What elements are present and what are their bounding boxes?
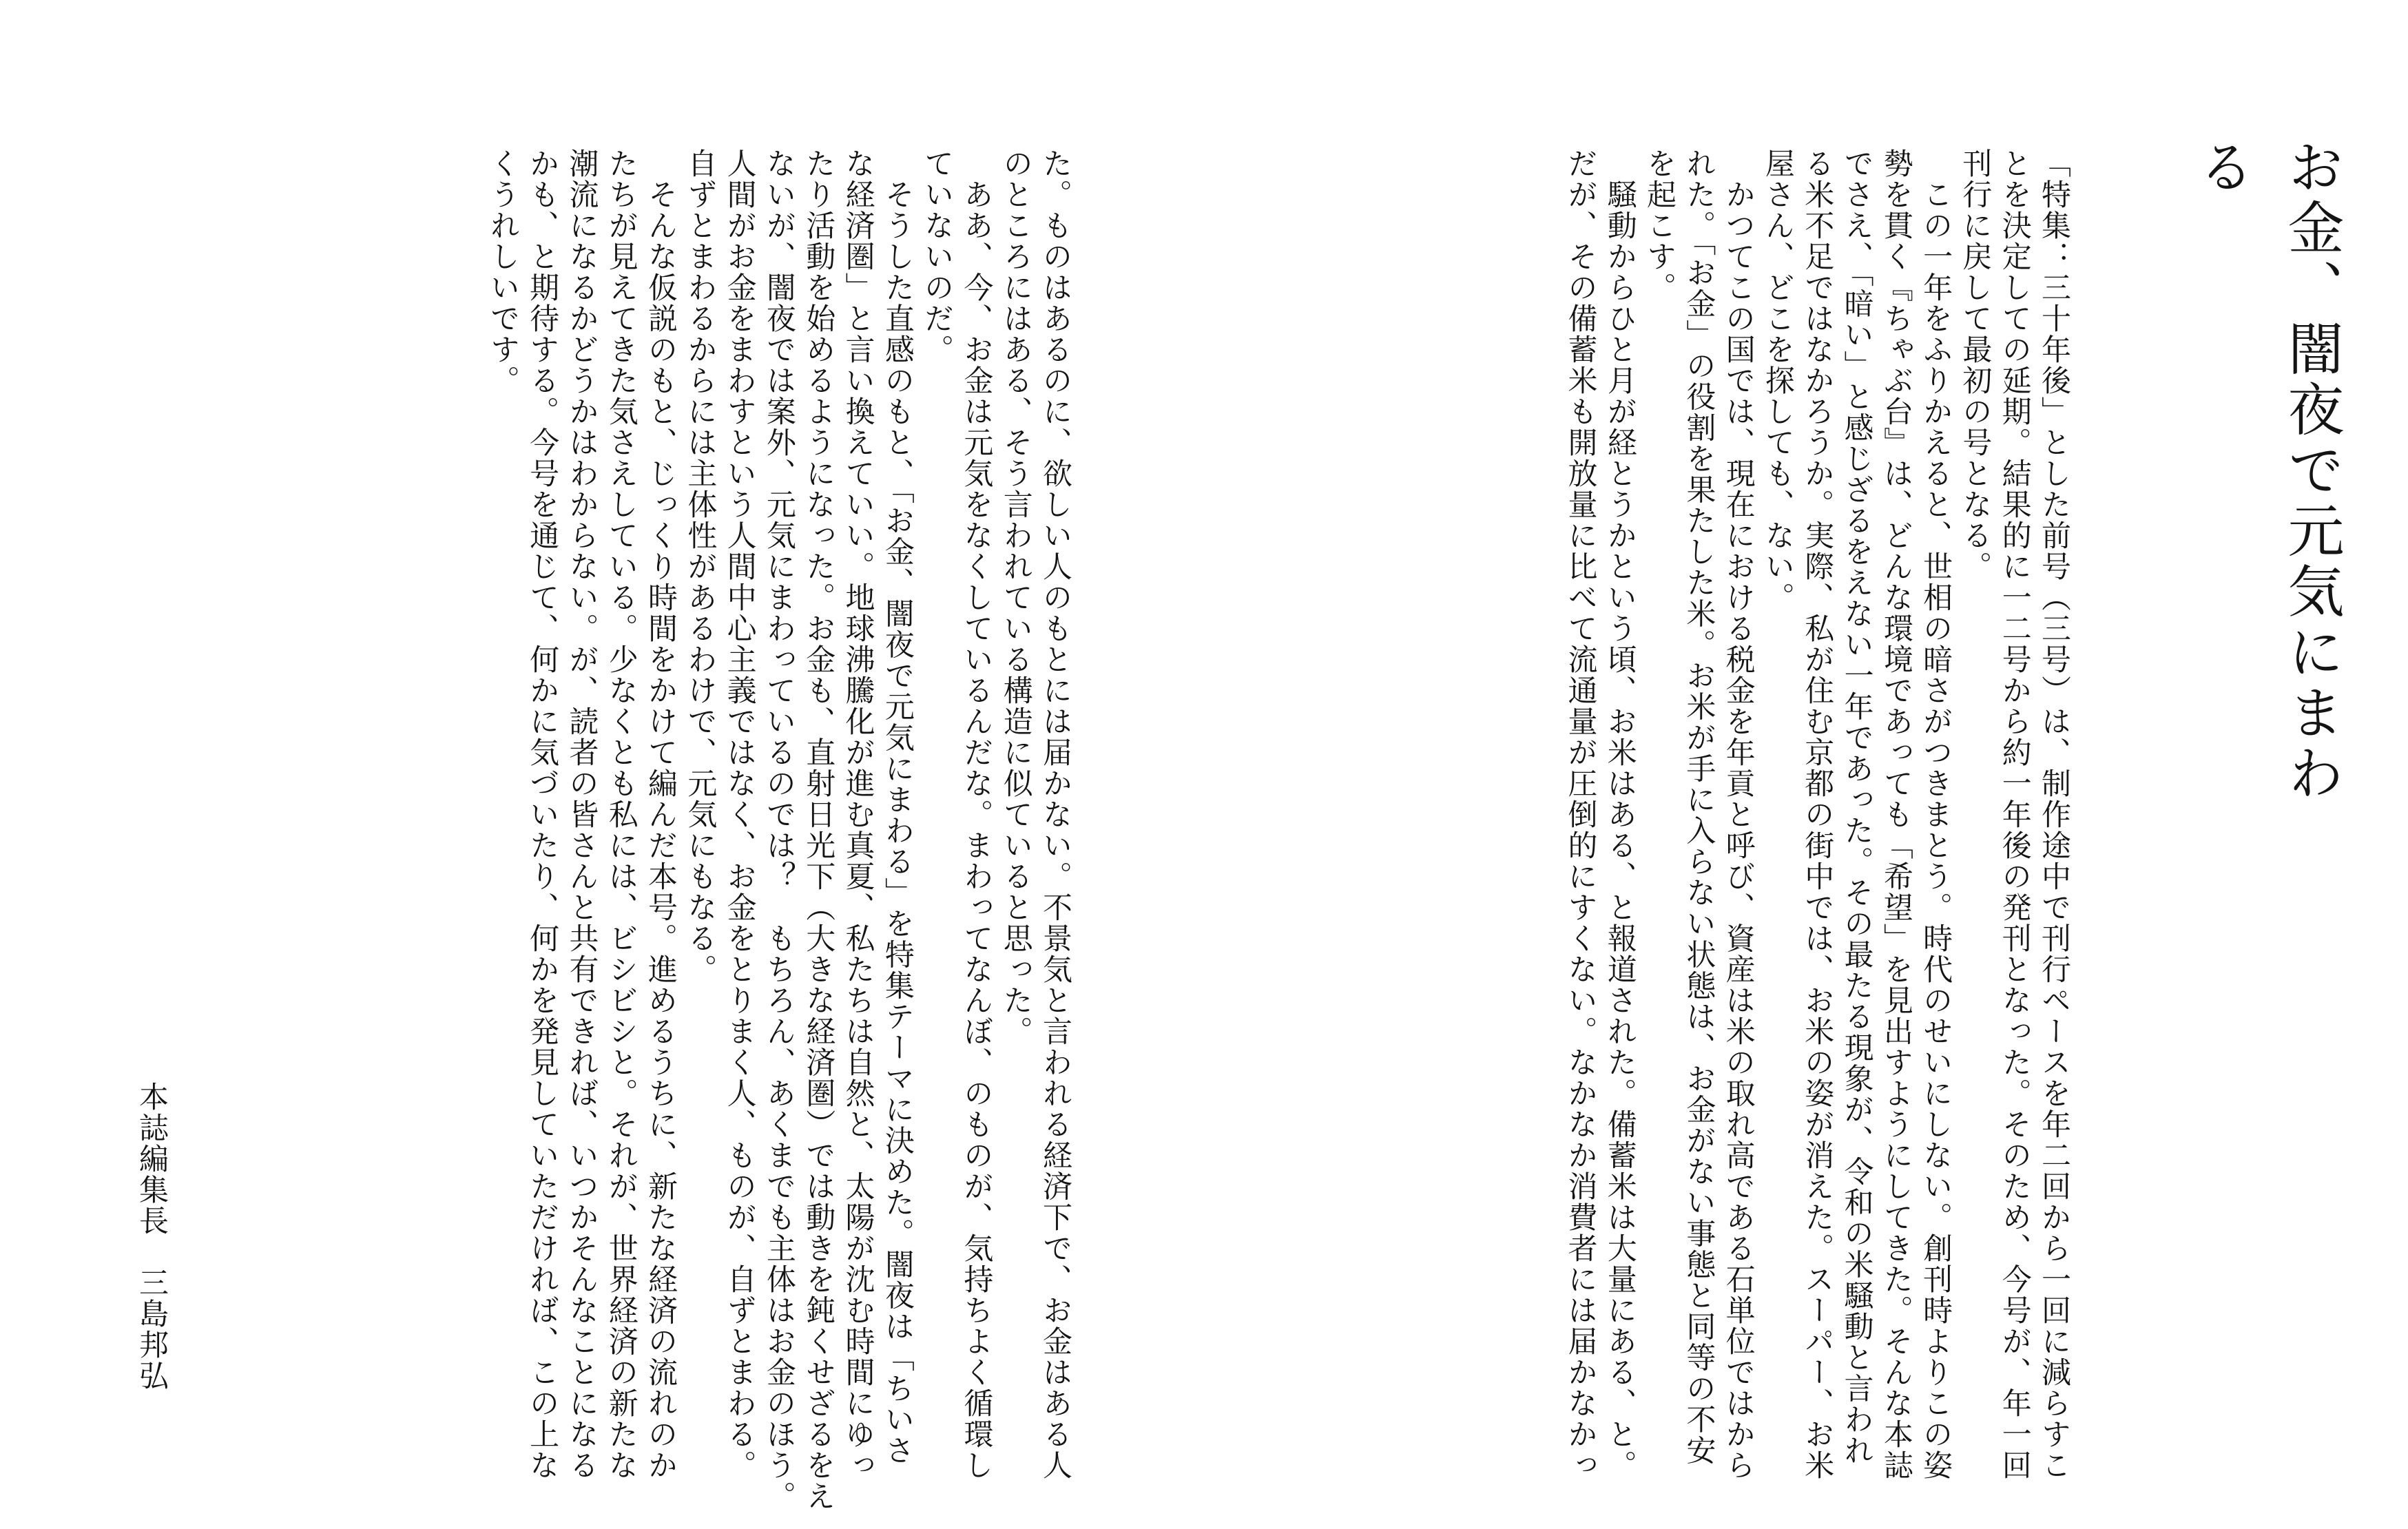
text-line: でさえ、「暗い」と感じざるをえない一年であった。その最たる現象が、令和の米騒動と言われ (1839, 148, 1874, 1466)
text-line: ていないのだ。 (920, 148, 955, 365)
text-line: かも、と期待する。今号を通じて、何かに気づいたり、何かを発見していただければ、この上な (525, 148, 560, 1481)
text-line: 勢を貫く『ちゃぶ台』は、どんな環境であっても「希望」を見出すようにしてきた。そんな本誌 (1878, 148, 1913, 1481)
text-line: そんな仮説のもと、じっくり時間をかけて編んだ本号。進めるうちに、新たな経済の流れのか (643, 148, 678, 1481)
text-line: 潮流になるかどうかはわからない。が、読者の皆さんと共有できれば、いつかそんなことになる (564, 148, 599, 1481)
editorial-body-right (1350, 148, 2073, 1481)
text-line: この一年をふりかえると、世相の暗さがつきまとう。時代のせいにしない。創刊時よりこの姿 (1918, 148, 1953, 1481)
text-line: そうした直感のもと、「お金、闇夜で元気にまわる」を特集テーマに決めた。闇夜は「ちいさ (880, 148, 915, 1466)
text-line: 「特集：三十年後」とした前号（三号）は、制作途中で刊行ペースを年二回から一回に減らすこ (2037, 148, 2071, 1481)
text-line: を起こす。 (1642, 148, 1677, 303)
text-line: ないが、闇夜では案外、元気にまわっているのでは？ もちろん、あくまでも主体はお金のほう。 (761, 148, 796, 1512)
text-line: のところにはある、そう言われている構造に似ていると思った。 (998, 148, 1033, 1047)
text-line: 刊行に戻して最初の号となる。 (1958, 148, 1993, 582)
editor-signature: 本誌編集長 三島邦弘 (134, 1081, 169, 1391)
text-line: な経済圏」と言い換えていい。地球沸騰化が進む真夏、私たちは自然と、太陽が沈む時間にゆっ (840, 148, 875, 1481)
text-line: 屋さん、どこを探しても、ない。 (1760, 148, 1795, 613)
text-line: 自ずとまわるからには主体性があるわけで、元気にもなる。 (683, 148, 718, 985)
page-title: お金、闇夜で元気にまわる (2188, 138, 2344, 804)
editorial-body-left (214, 148, 1075, 1512)
text-line: たり活動を始めるようになった。お金も、直射日光下（大きな経済圏）では動きを鈍くせざるをえ (801, 148, 836, 1512)
text-line: だが、その備蓄米も開放量に比べて流通量が圧倒的にすくない。なかなか消費者には届かなかっ (1563, 148, 1598, 1481)
text-line: たちが見えてきた気さえしている。少なくとも私には、ビシビシと。それが、世界経済の新たな (603, 148, 639, 1481)
text-line: 騒動からひと月が経とうかという頃、お米はある、と報道された。備蓄米は大量にある、と。 (1602, 148, 1637, 1481)
text-line: くうれしいです。 (485, 148, 520, 396)
text-line: ああ、今、お金は元気をなくしているんだな。まわってなんぼ、のものが、気持ちよく循環し (959, 148, 994, 1481)
text-line: とを決定しての延期。結果的に一二号から約一年後の発刊となった。そのため、今号が、年一回 (1997, 148, 2032, 1481)
text-line: れた。「お金」の役割を果たした米。お米が手に入らない状態は、お金がない事態と同等の不安 (1681, 148, 1716, 1466)
text-line: 人間がお金をまわすという人間中心主義ではなく、お金をとりまく人、ものが、自ずとまわる。 (722, 148, 757, 1481)
text-line: かつてこの国では、現在における税金を年貢と呼び、資産は米の取れ高である石単位ではから (1721, 148, 1756, 1481)
text-line: る米不足ではなかろうか。実際、私が住む京都の街中では、お米の姿が消えた。スーパー、お米 (1800, 148, 1835, 1481)
text-line: た。ものはあるのに、欲しい人のもとには届かない。不景気と言われる経済下で、お金はある人 (1038, 148, 1072, 1481)
